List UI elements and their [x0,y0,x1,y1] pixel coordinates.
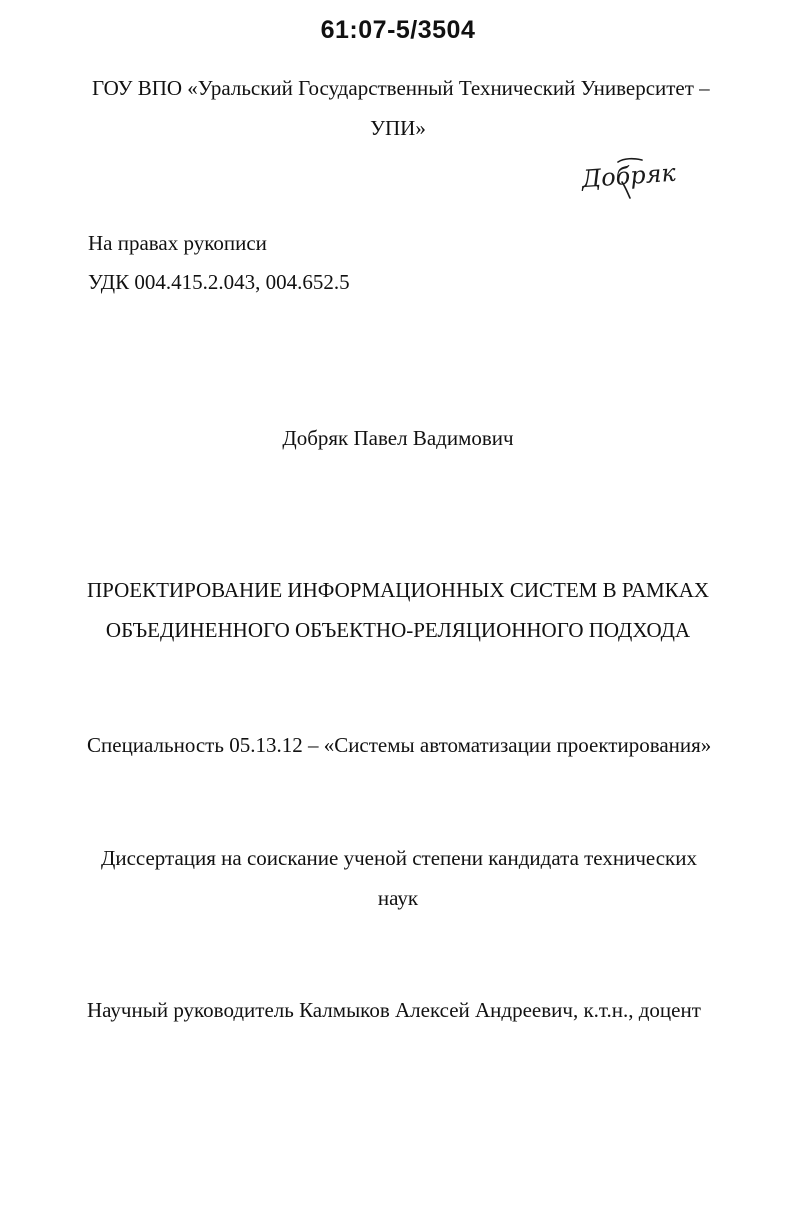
institution-line-1: ГОУ ВПО «Уральский Государственный Технический Университет – [92,76,710,100]
author-name: Добряк Павел Вадимович [282,426,514,450]
scientific-advisor: Научный руководитель Калмыков Алексей Андреевич, к.т.н., доцент [87,998,701,1022]
dissertation-line-2: наук [377,886,419,910]
archive-stamp: 61:07-5/3504 [320,16,476,44]
signature-text: Добряк [580,158,677,194]
manuscript-rights: На правах рукописи [88,231,267,255]
dissertation-line-1: Диссертация на соискание ученой степени кандидата технических [101,846,697,870]
udc-code: УДК 004.415.2.043, 004.652.5 [88,270,350,294]
thesis-title-line-2: ОБЪЕДИНЕННОГО ОБЪЕКТНО-РЕЛЯЦИОННОГО ПОДХОДА [105,618,691,642]
institution-line-2: УПИ» [370,116,426,140]
thesis-title-line-1: ПРОЕКТИРОВАНИЕ ИНФОРМАЦИОННЫХ СИСТЕМ В РАМКАХ [86,578,710,602]
signature-drawing [578,152,688,202]
handwritten-signature [578,152,688,202]
specialty: Специальность 05.13.12 – «Системы автоматизации проектирования» [87,733,712,757]
